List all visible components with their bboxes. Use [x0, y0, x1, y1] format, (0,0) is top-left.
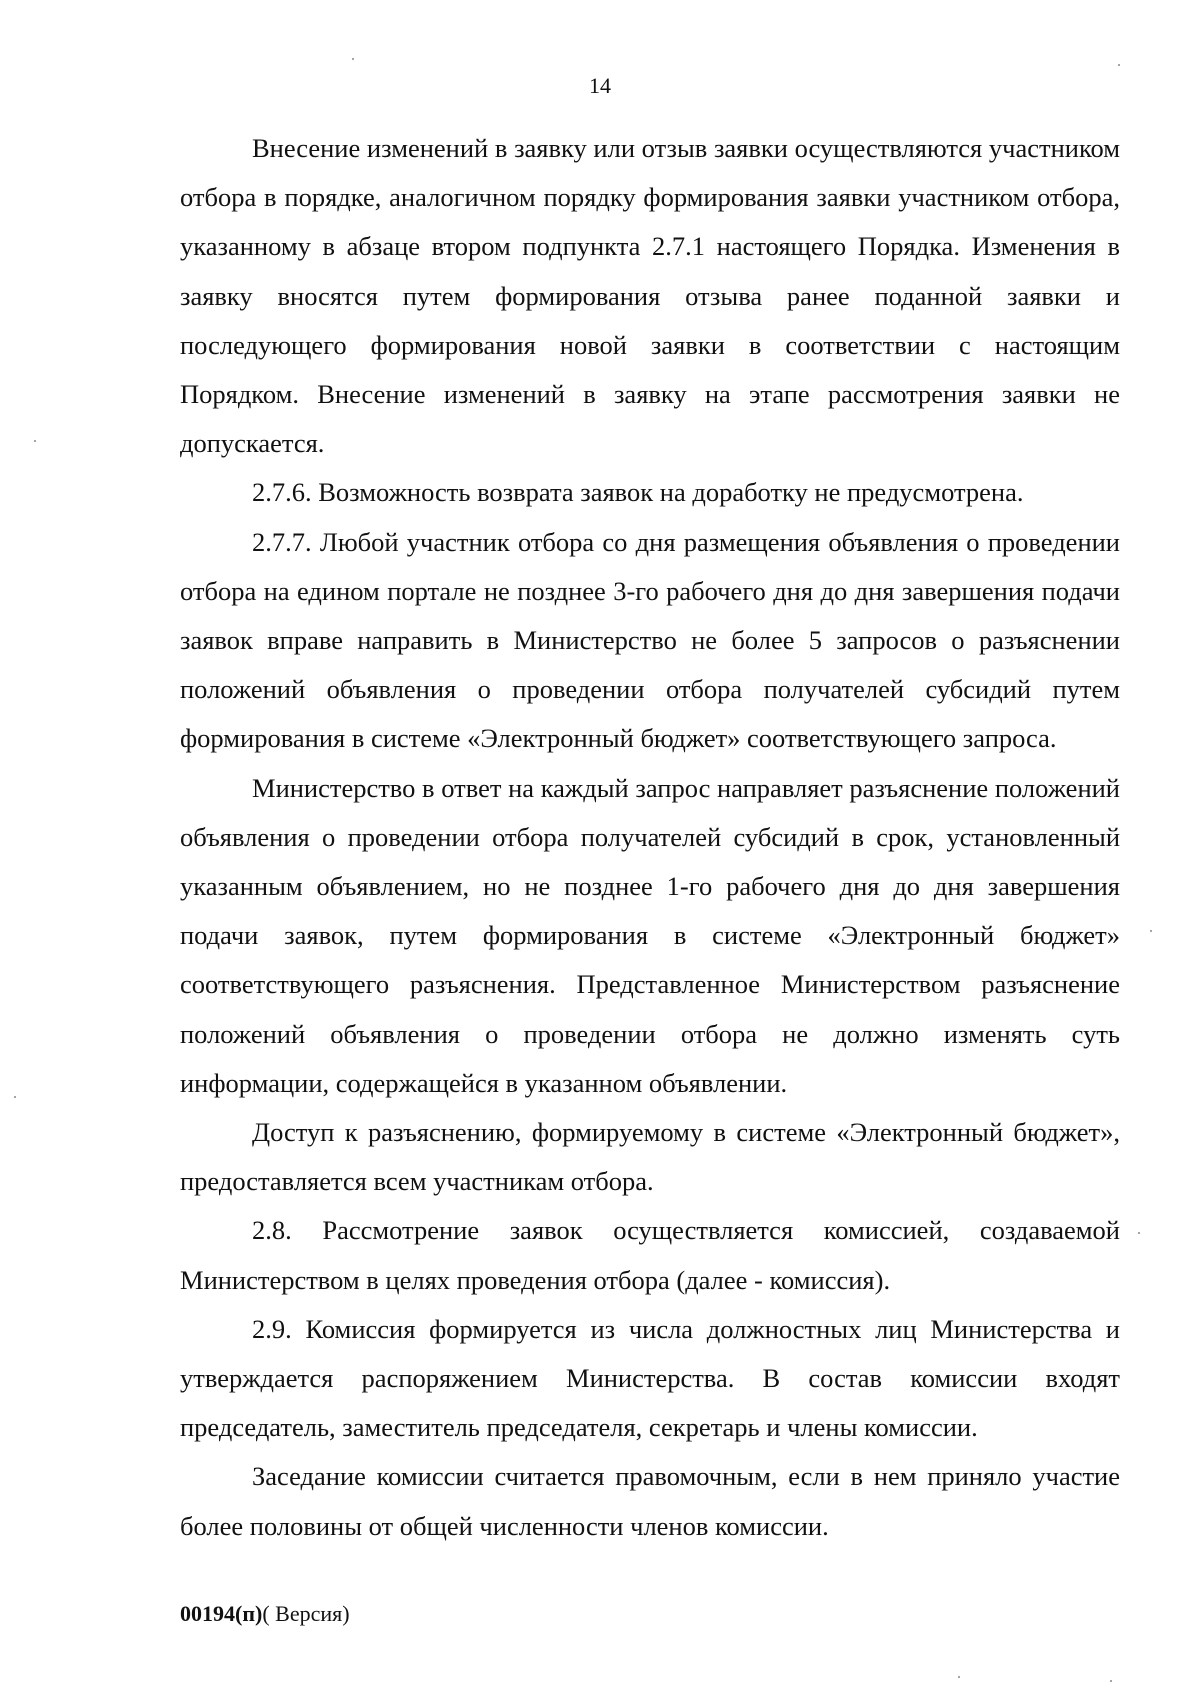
paragraph-2-7-7: 2.7.7. Любой участник отбора со дня размещения объявления о проведении отбора на едином портале не позднее 3-го рабочего дня до дня завершения подачи заявок вправе направить в Министерство не более 5 запросов о разъяснении положений объявления о проведении отбора получателей субсидий путем формирования в системе «Электронный бюджет» соответствующего запроса.	[180, 526, 1120, 754]
paragraph-clarification-access: Доступ к разъяснению, формируемому в системе «Электронный бюджет», предоставляется всем участникам отбора.	[180, 1117, 1120, 1197]
paragraph-2-9: 2.9. Комиссия формируется из числа должностных лиц Министерства и утверждается распоряжением Министерства. В состав комиссии входят председатель, заместитель председателя, секретарь и члены комиссии.	[180, 1313, 1120, 1443]
scan-speck	[34, 440, 36, 442]
paragraph-2-8: 2.8. Рассмотрение заявок осуществляется комиссией, создаваемой Министерством в целях проведения отбора (далее - комиссия).	[180, 1215, 1120, 1295]
paragraph-application-changes: Внесение изменений в заявку или отзыв заявки осуществляются участником отбора в порядке, аналогичном порядку формирования заявки участником отбора, указанному в абзаце втором подпункта 2.7.1 настоящего Порядка. Изменения в заявку вносятся путем формирования отзыва ранее поданной заявки и последующего формирования новой заявки в соответствии с настоящим Порядком. Внесение изменений в заявку на этапе рассмотрения заявки не допускается.	[180, 133, 1120, 459]
scan-speck	[352, 58, 354, 60]
scan-speck	[1150, 930, 1152, 932]
page-number: 14	[589, 73, 611, 98]
scan-speck	[1138, 1232, 1140, 1234]
document-code-footer	[180, 1600, 350, 1628]
scan-speck	[14, 1096, 16, 1098]
scan-speck	[1118, 64, 1120, 66]
scan-speck	[958, 1676, 960, 1678]
paragraph-ministry-clarification: Министерство в ответ на каждый запрос направляет разъяснение положений объявления о проведении отбора получателей субсидий в срок, установленный указанным объявлением, но не позднее 1-го рабочего дня до дня завершения подачи заявок, путем формирования в системе «Электронный бюджет» соответствующего разъяснения. Представленное Министерством разъяснение положений объявления о проведении отбора не должно изменять суть информации, содержащейся в указанном объявлении.	[180, 772, 1120, 1098]
document-body	[180, 124, 1120, 1551]
paragraph-2-7-6: 2.7.6. Возможность возврата заявок на доработку не предусмотрена.	[252, 477, 1024, 508]
paragraph-commission-quorum: Заседание комиссии считается правомочным, если в нем приняло участие более половины от общей численности членов комиссии.	[180, 1461, 1120, 1541]
scan-speck	[1110, 1680, 1112, 1682]
document-version: ( Версия)	[262, 1601, 350, 1626]
document-code: 00194(п)	[180, 1601, 263, 1626]
